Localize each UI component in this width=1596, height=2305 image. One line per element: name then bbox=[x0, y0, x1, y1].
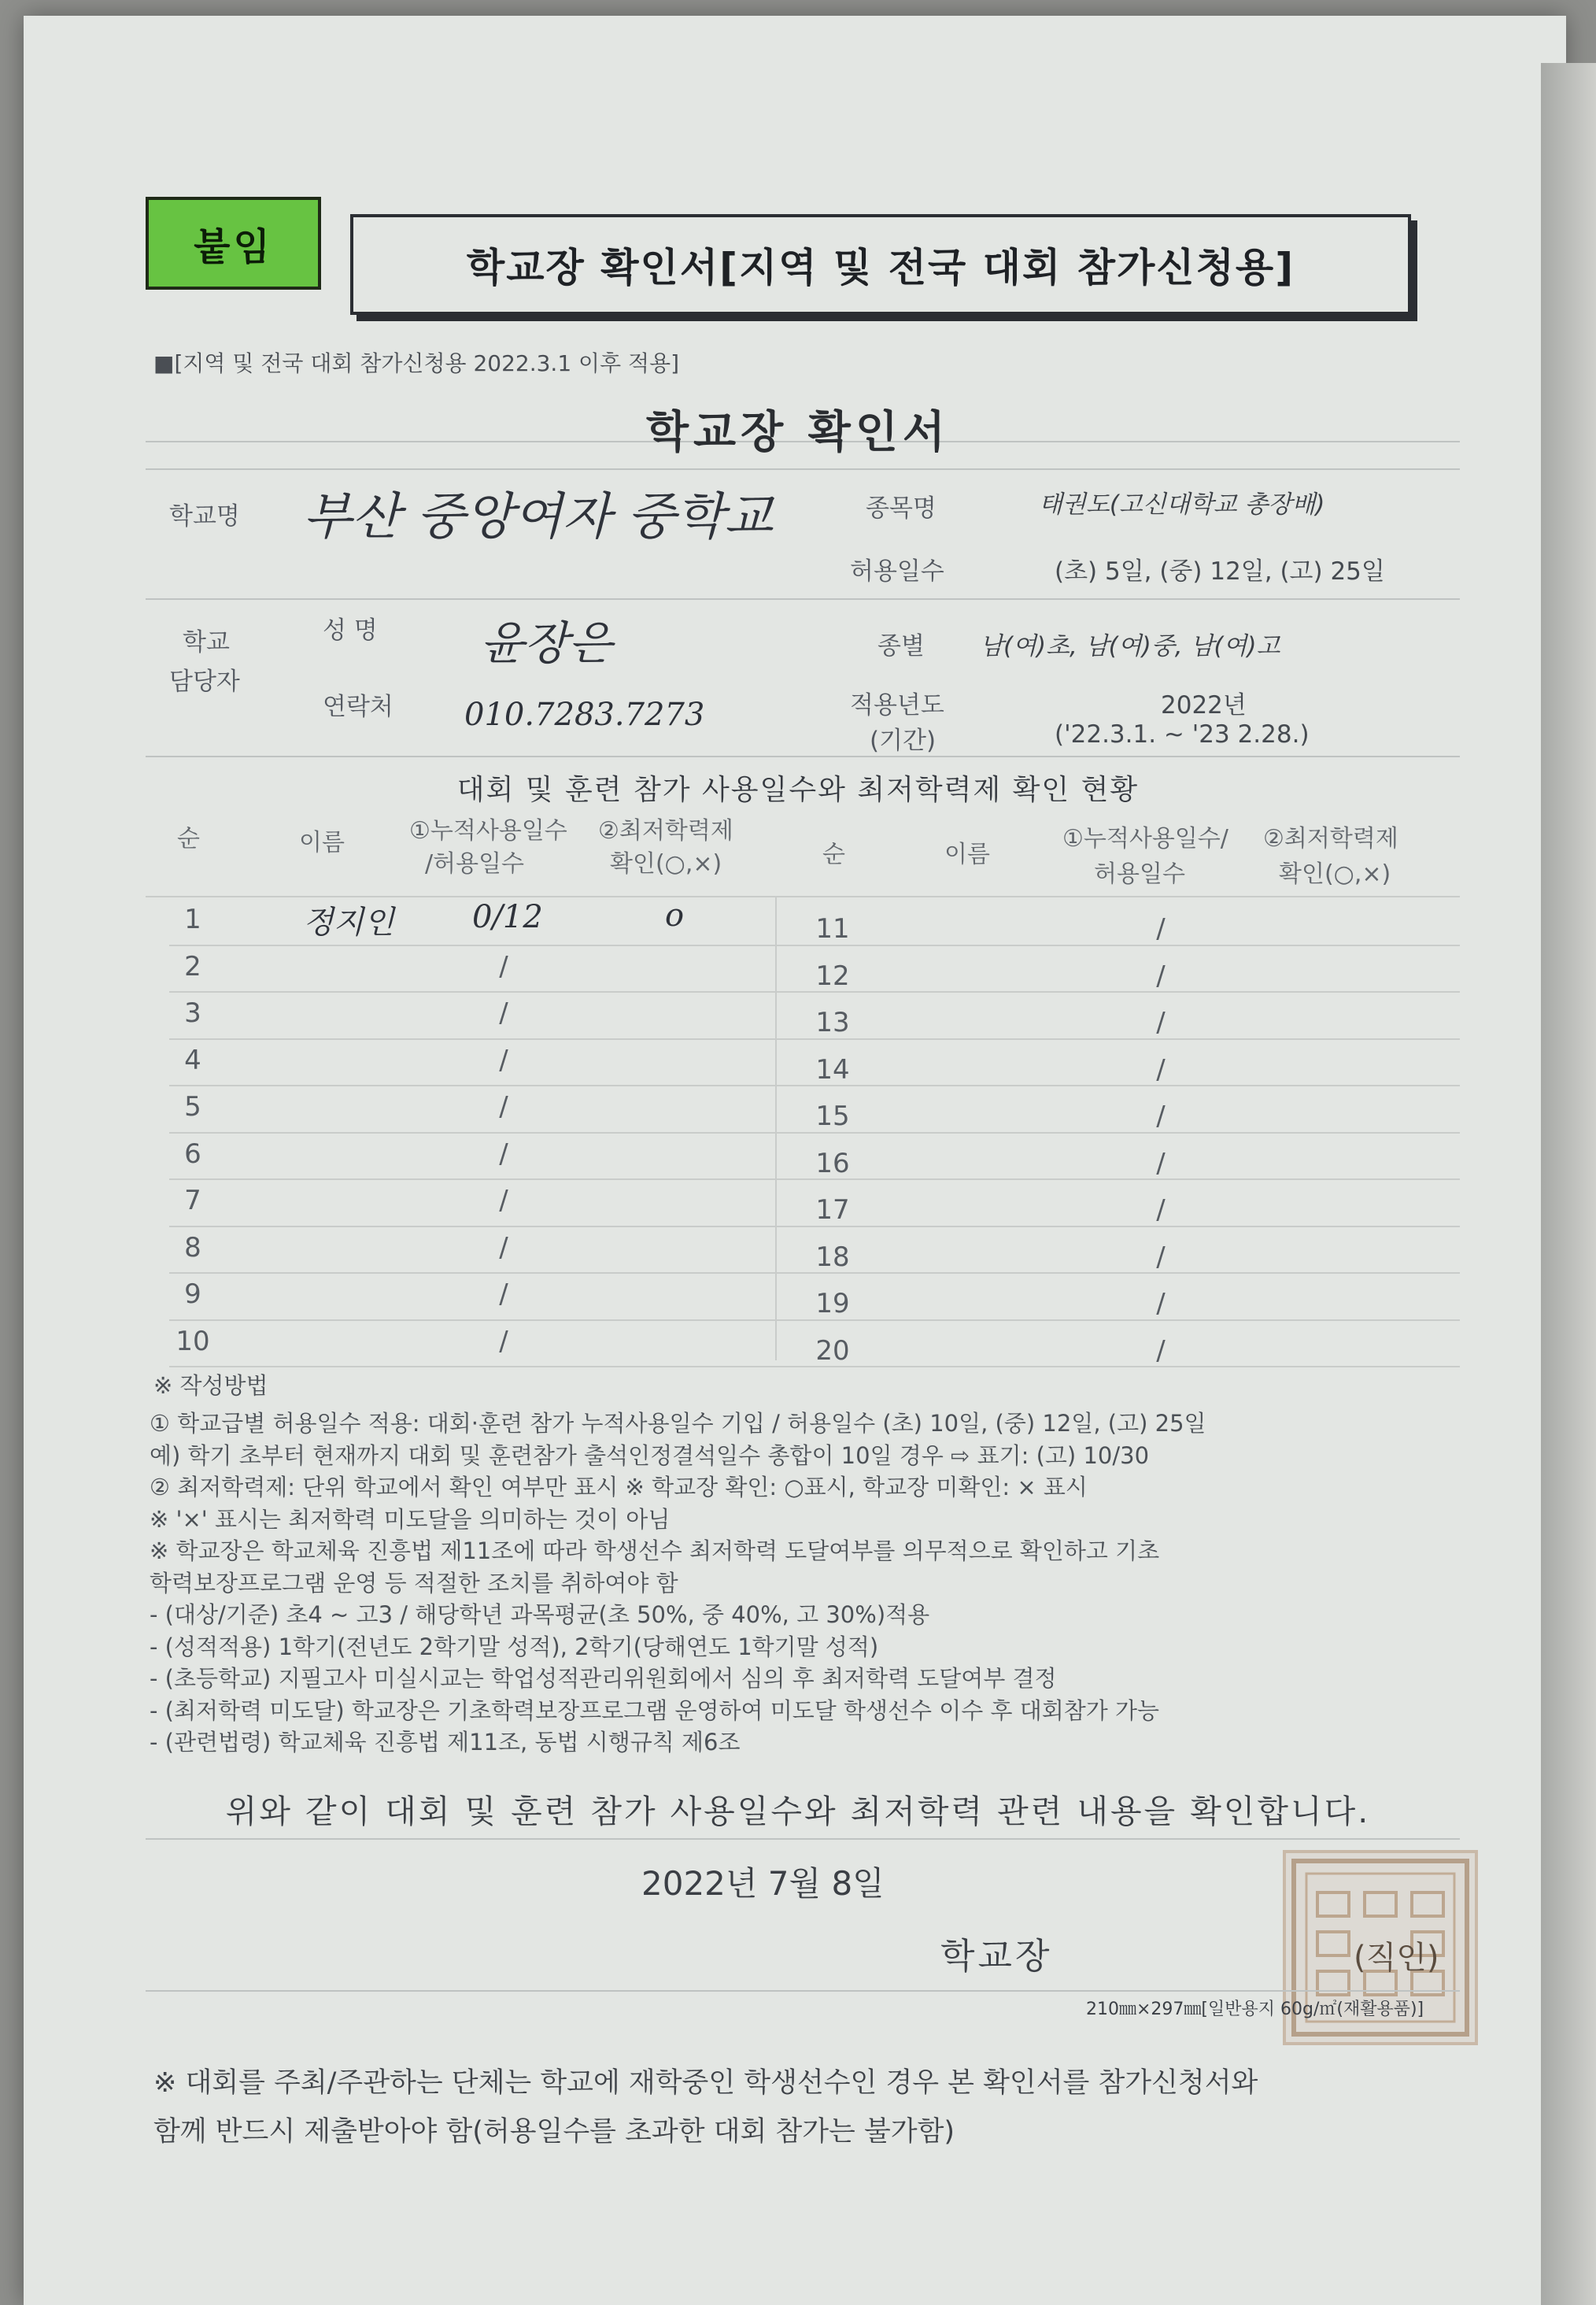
row-number: 2 bbox=[184, 950, 201, 982]
manager-name-label: 성 명 bbox=[323, 616, 378, 645]
method-line: - (최저학력 미도달) 학교장은 기초학력보장프로그램 운영하여 미도달 학생선수 이수 후 대회참가 가능 bbox=[150, 1696, 1160, 1724]
days-slash: / bbox=[499, 1278, 508, 1310]
row-number: 18 bbox=[815, 1241, 850, 1273]
header-days-1: ①누적사용일수 bbox=[409, 817, 567, 845]
paper-spec: 210㎜×297㎜[일반용지 60g/㎡(재활용품)] bbox=[1086, 2000, 1424, 2019]
row-number: 16 bbox=[815, 1147, 850, 1179]
divider bbox=[146, 1990, 1460, 1992]
divider bbox=[146, 468, 1460, 470]
days-slash: / bbox=[499, 1091, 508, 1123]
row-number: 6 bbox=[184, 1138, 201, 1170]
method-line: 학력보장프로그램 운영 등 적절한 조치를 취하여야 함 bbox=[150, 1569, 678, 1596]
period-label: (기간) bbox=[870, 727, 937, 755]
table-title: 대회 및 훈련 참가 사용일수와 최저학력제 확인 현황 bbox=[456, 774, 1140, 806]
row-number: 12 bbox=[815, 960, 850, 992]
days-slash: / bbox=[1156, 1101, 1166, 1132]
days-slash: / bbox=[499, 950, 508, 982]
row-number: 5 bbox=[184, 1091, 201, 1123]
event-label: 종목명 bbox=[866, 494, 937, 523]
applicability-note: ■[지역 및 전국 대회 참가신청용 2022.3.1 이후 적용] bbox=[153, 350, 680, 376]
issue-date: 2022년 7월 8일 bbox=[641, 1864, 885, 1903]
days-slash: / bbox=[1156, 913, 1166, 945]
header-no: 순 bbox=[177, 825, 200, 853]
days-slash: / bbox=[1156, 1007, 1166, 1038]
method-line: - (초등학교) 지필고사 미실시교는 학업성적관리위원회에서 심의 후 최저학력 도달여부 결정 bbox=[150, 1665, 1057, 1692]
manager-label: 학교 bbox=[183, 628, 230, 657]
document-header-title: 학교장 확인서[지역 및 전국 대회 참가신청용] bbox=[350, 214, 1411, 315]
header-name: 이름 bbox=[299, 829, 345, 857]
method-line: 예) 학기 초부터 현재까지 대회 및 훈련참가 출석인정결석일수 총합이 10일 경우 ⇨ 표기: (고) 10/30 bbox=[150, 1441, 1150, 1469]
principal-label: 학교장 bbox=[940, 1935, 1053, 1977]
method-line: - (대상/기준) 초4 ~ 고3 / 해당학년 과목평균(초 50%, 중 40%, 고 30%)적용 bbox=[150, 1601, 930, 1628]
school-name-value: 부산 중앙여자 중학교 bbox=[303, 488, 774, 546]
manager-label-2: 담당자 bbox=[169, 668, 240, 696]
row-number: 17 bbox=[815, 1194, 850, 1226]
row-number: 1 bbox=[184, 904, 201, 935]
header-days-right-1: ①누적사용일수/ bbox=[1062, 825, 1228, 853]
year-value: 2022년 bbox=[1161, 691, 1247, 720]
header-edu-2: 확인(○,×) bbox=[610, 850, 722, 878]
days-slash: / bbox=[1156, 1288, 1166, 1319]
period-value: ('22.3.1. ~ '23 2.28.) bbox=[1055, 720, 1310, 749]
days-slash: / bbox=[499, 997, 508, 1029]
header-no-right: 순 bbox=[822, 841, 845, 868]
row-number: 4 bbox=[184, 1044, 201, 1076]
days-slash: / bbox=[499, 1138, 508, 1170]
allowed-days-value: (초) 5일, (중) 12일, (고) 25일 bbox=[1055, 557, 1385, 586]
edu-mark: o bbox=[665, 897, 685, 934]
contact-value: 010.7283.7273 bbox=[464, 697, 705, 733]
header-edu-right-2: 확인(○,×) bbox=[1279, 860, 1391, 888]
year-label: 적용년도 bbox=[850, 691, 944, 720]
manager-name-value: 윤장은 bbox=[480, 616, 613, 670]
row-number: 9 bbox=[184, 1278, 201, 1310]
method-line: ※ '×' 표시는 최저학력 미도달을 의미하는 것이 아님 bbox=[150, 1505, 671, 1533]
method-line: - (성적적용) 1학기(전년도 2학기말 성적), 2학기(당해연도 1학기말 성적) bbox=[150, 1633, 879, 1660]
header-name-right: 이름 bbox=[944, 841, 990, 868]
school-name-label: 학교명 bbox=[169, 502, 240, 531]
divider bbox=[146, 756, 1460, 757]
days-slash: / bbox=[1156, 960, 1166, 992]
row-number: 7 bbox=[184, 1185, 201, 1216]
row-number: 14 bbox=[815, 1053, 850, 1086]
gender-value: 남(여)초, 남(여)중, 남(여)고 bbox=[980, 632, 1280, 660]
header-edu-right-1: ②최저학력제 bbox=[1263, 825, 1398, 853]
method-heading: ※ 작성방법 bbox=[153, 1372, 268, 1399]
attachment-tag: 붙임 bbox=[146, 197, 321, 290]
method-line: ① 학교급별 허용일수 적용: 대회·훈련 참가 누적사용일수 기입 / 허용일수 (초) 10일, (중) 12일, (고) 25일 bbox=[150, 1410, 1206, 1437]
divider bbox=[146, 1838, 1460, 1840]
days-slash: / bbox=[1156, 1053, 1166, 1086]
days-slash: / bbox=[1156, 1334, 1166, 1367]
confirmation-text: 위와 같이 대회 및 훈련 참가 사용일수와 최저학력 관련 내용을 확인합니다. bbox=[225, 1793, 1371, 1830]
days-slash: / bbox=[499, 1231, 508, 1263]
days-value: 0/12 bbox=[472, 899, 543, 935]
divider bbox=[146, 598, 1460, 600]
header-days-right-2: 허용일수 bbox=[1094, 860, 1185, 888]
event-value: 태권도(고신대학교 총장배) bbox=[1039, 490, 1325, 519]
contact-label: 연락처 bbox=[323, 693, 393, 721]
row-number: 20 bbox=[815, 1334, 850, 1367]
footer-note-line-2: 함께 반드시 제출받아야 함(허용일수를 초과한 대회 참가는 불가함) bbox=[153, 2116, 955, 2148]
row-number: 3 bbox=[184, 997, 201, 1029]
days-slash: / bbox=[499, 1325, 508, 1357]
footer-note-line-1: ※ 대회를 주최/주관하는 단체는 학교에 재학중인 학생선수인 경우 본 확인서를 참가신청서와 bbox=[153, 2067, 1258, 2099]
days-slash: / bbox=[499, 1185, 508, 1216]
table-center-divider bbox=[775, 896, 777, 1360]
method-line: ② 최저학력제: 단위 학교에서 확인 여부만 표시 ※ 학교장 확인: ○표시, 학교장 미확인: × 표시 bbox=[150, 1474, 1088, 1500]
row-number: 19 bbox=[815, 1288, 850, 1319]
days-slash: / bbox=[499, 1044, 508, 1076]
header-edu-1: ②최저학력제 bbox=[598, 817, 733, 845]
allowed-days-label: 허용일수 bbox=[850, 557, 944, 586]
method-line: - (관련법령) 학교체육 진흥법 제11조, 동법 시행규칙 제6조 bbox=[150, 1729, 741, 1756]
days-slash: / bbox=[1156, 1241, 1166, 1273]
seal-label: (직인) bbox=[1354, 1940, 1439, 1976]
days-slash: / bbox=[1156, 1194, 1166, 1226]
player-name: 정지인 bbox=[303, 905, 394, 941]
row-number: 15 bbox=[815, 1101, 850, 1132]
row-number: 11 bbox=[815, 913, 850, 945]
header-days-2: /허용일수 bbox=[425, 850, 525, 878]
page-title: 학교장 확인서 bbox=[645, 407, 951, 458]
row-number: 10 bbox=[175, 1325, 210, 1357]
row-number: 8 bbox=[184, 1231, 201, 1263]
method-line: ※ 학교장은 학교체육 진흥법 제11조에 따라 학생선수 최저학력 도달여부를 의무적으로 확인하고 기초 bbox=[150, 1537, 1160, 1564]
days-slash: / bbox=[1156, 1147, 1166, 1179]
gender-label: 종별 bbox=[877, 632, 925, 660]
row-number: 13 bbox=[815, 1007, 850, 1038]
